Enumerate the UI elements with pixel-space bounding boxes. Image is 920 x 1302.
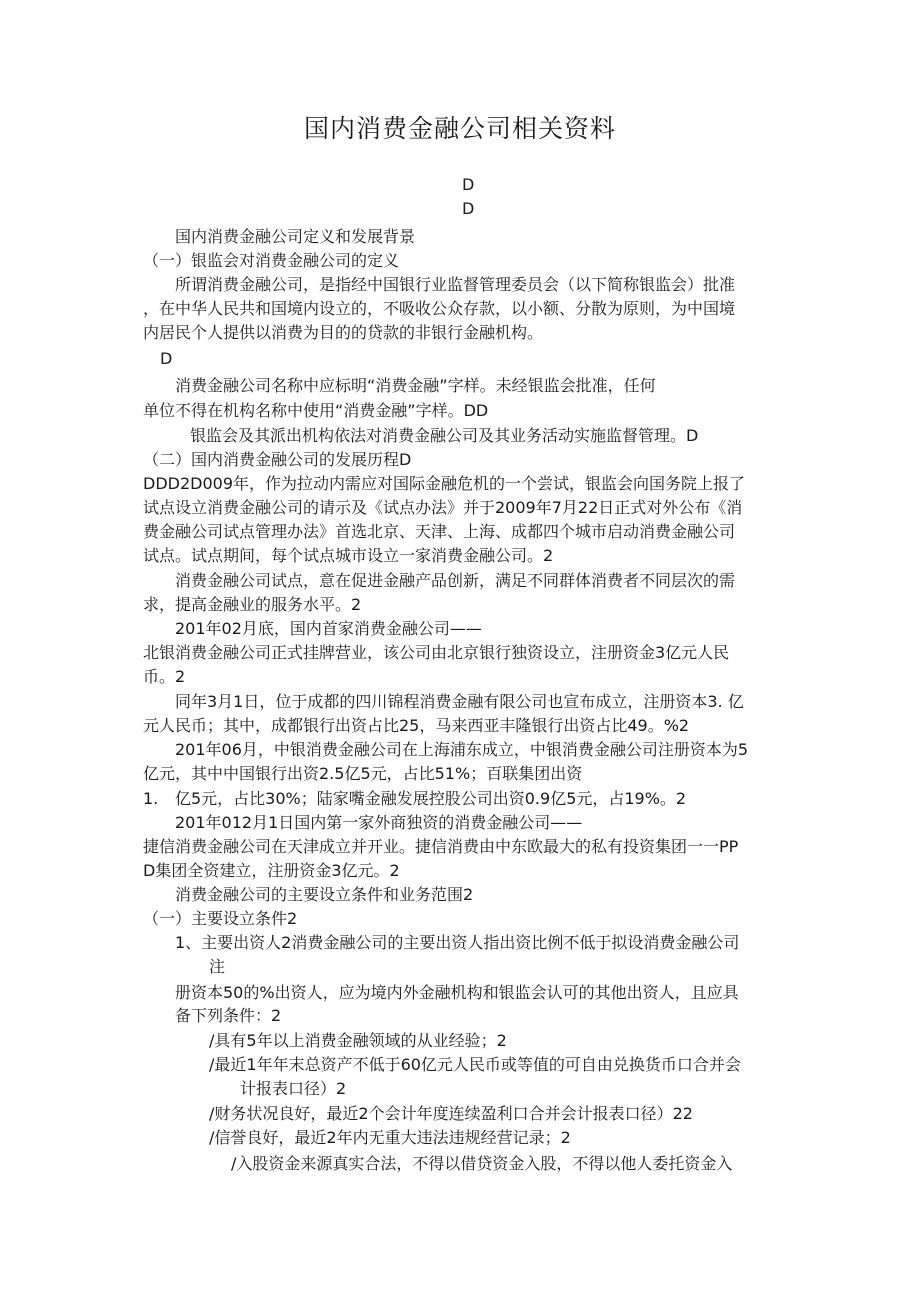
section-heading: 消费金融公司的主要设立条件和业务范围2 <box>175 885 474 904</box>
list-marker: 1. <box>143 789 159 808</box>
list-item: /财务状况良好，最近2个会计年度连续盈利口合并会计报表口径）22 <box>209 1104 693 1123</box>
text-line: 201年06月，中银消费金融公司在上海浦东成立，中银消费金融公司注册资本为5 <box>175 740 749 759</box>
text-line: D <box>462 199 475 218</box>
text-line: D <box>160 349 173 368</box>
text-line: 单位不得在机构名称中使用“消费金融”字样。DD <box>143 401 489 420</box>
text-line: 201年012月1日国内第一家外商独资的消费金融公司—— <box>175 813 583 832</box>
text-line: 元人民币；其中，成都银行出资占比25，马来西亚丰隆银行出资占比49。%2 <box>143 716 690 735</box>
text-line: 1、主要出资人2消费金融公司的主要出资人指出资比例不低于拟设消费金融公司 <box>175 933 740 952</box>
text-line: D <box>462 175 475 194</box>
text-line: 201年02月底，国内首家消费金融公司—— <box>175 619 482 638</box>
subsection-heading: （一）银监会对消费金融公司的定义 <box>143 251 400 270</box>
text-line: 册资本50的%出资人，应为境内外金融机构和银监会认可的其他出资人，且应具 <box>175 983 739 1002</box>
text-line: 捷信消费金融公司在天津成立并开业。捷信消费由中东欧最大的私有投资集团一一PP <box>143 837 739 856</box>
text-line: 币。2 <box>143 667 186 686</box>
text-line: 试点。试点期间，每个试点城市设立一家消费金融公司。2 <box>143 546 554 565</box>
text-line: 银监会及其派出机构依法对消费金融公司及其业务活动实施监督管理。D <box>190 426 699 445</box>
text-line: 计报表口径）2 <box>240 1079 347 1098</box>
text-line: D集团全资建立，注册资金3亿元。2 <box>143 861 400 880</box>
text-line: 求，提高金融业的服务水平。2 <box>143 595 362 614</box>
list-item: /最近1年年末总资产不低于60亿元人民币或等值的可自由兑换货币口合并会 <box>209 1055 741 1074</box>
text-line: 注 <box>209 957 226 976</box>
text-line: 消费金融公司名称中应标明“消费金融”字样。未经银监会批准，任何 <box>175 376 656 395</box>
subsection-heading: （二）国内消费金融公司的发展历程D <box>143 450 412 469</box>
list-item: /入股资金来源真实合法，不得以借贷资金入股，不得以他人委托资金入 <box>231 1154 733 1173</box>
section-heading: 国内消费金融公司定义和发展背景 <box>175 227 416 246</box>
text-line: 试点设立消费金融公司的请示及《试点办法》并于2009年7月22日正式对外公布《消 <box>143 498 743 517</box>
text-line: 备下列条件：2 <box>175 1006 282 1025</box>
text-line: 北银消费金融公司正式挂牌营业，该公司由北京银行独资设立，注册资金3亿元人民 <box>143 643 730 662</box>
text-line: 消费金融公司试点，意在促进金融产品创新，满足不同群体消费者不同层次的需 <box>175 571 736 590</box>
page-title: 国内消费金融公司相关资料 <box>303 114 616 143</box>
text-line: 费金融公司试点管理办法》首选北京、天津、上海、成都四个城市启动消费金融公司 <box>143 522 736 541</box>
text-line: 同年3月1日，位于成都的四川锦程消费金融有限公司也宣布成立，注册资本3. 亿 <box>175 692 744 711</box>
list-item: /信誉良好，最近2年内无重大违法违规经营记录；2 <box>209 1128 571 1147</box>
text-line: 所谓消费金融公司，是指经中国银行业监督管理委员会（以下简称银监会）批准 <box>175 275 736 294</box>
list-item: /具有5年以上消费金融领域的从业经验；2 <box>209 1031 507 1050</box>
text-line: 亿5元，占比30%；陆家嘴金融发展控股公司出资0.9亿5元，占19%。2 <box>175 789 687 808</box>
text-line: ，在中华人民共和国境内设立的，不吸收公众存款，以小额、分散为原则，为中国境 <box>143 299 736 318</box>
text-line: DDD2D009年，作为拉动内需应对国际金融危机的一个尝试，银监会向国务院上报了 <box>143 474 746 493</box>
text-line: 内居民个人提供以消费为目的的贷款的非银行金融机构。 <box>143 323 544 342</box>
text-line: 亿元，其中中国银行出资2.5亿5元，占比51%；百联集团出资 <box>143 764 583 783</box>
subsection-heading: （一）主要设立条件2 <box>143 909 298 928</box>
